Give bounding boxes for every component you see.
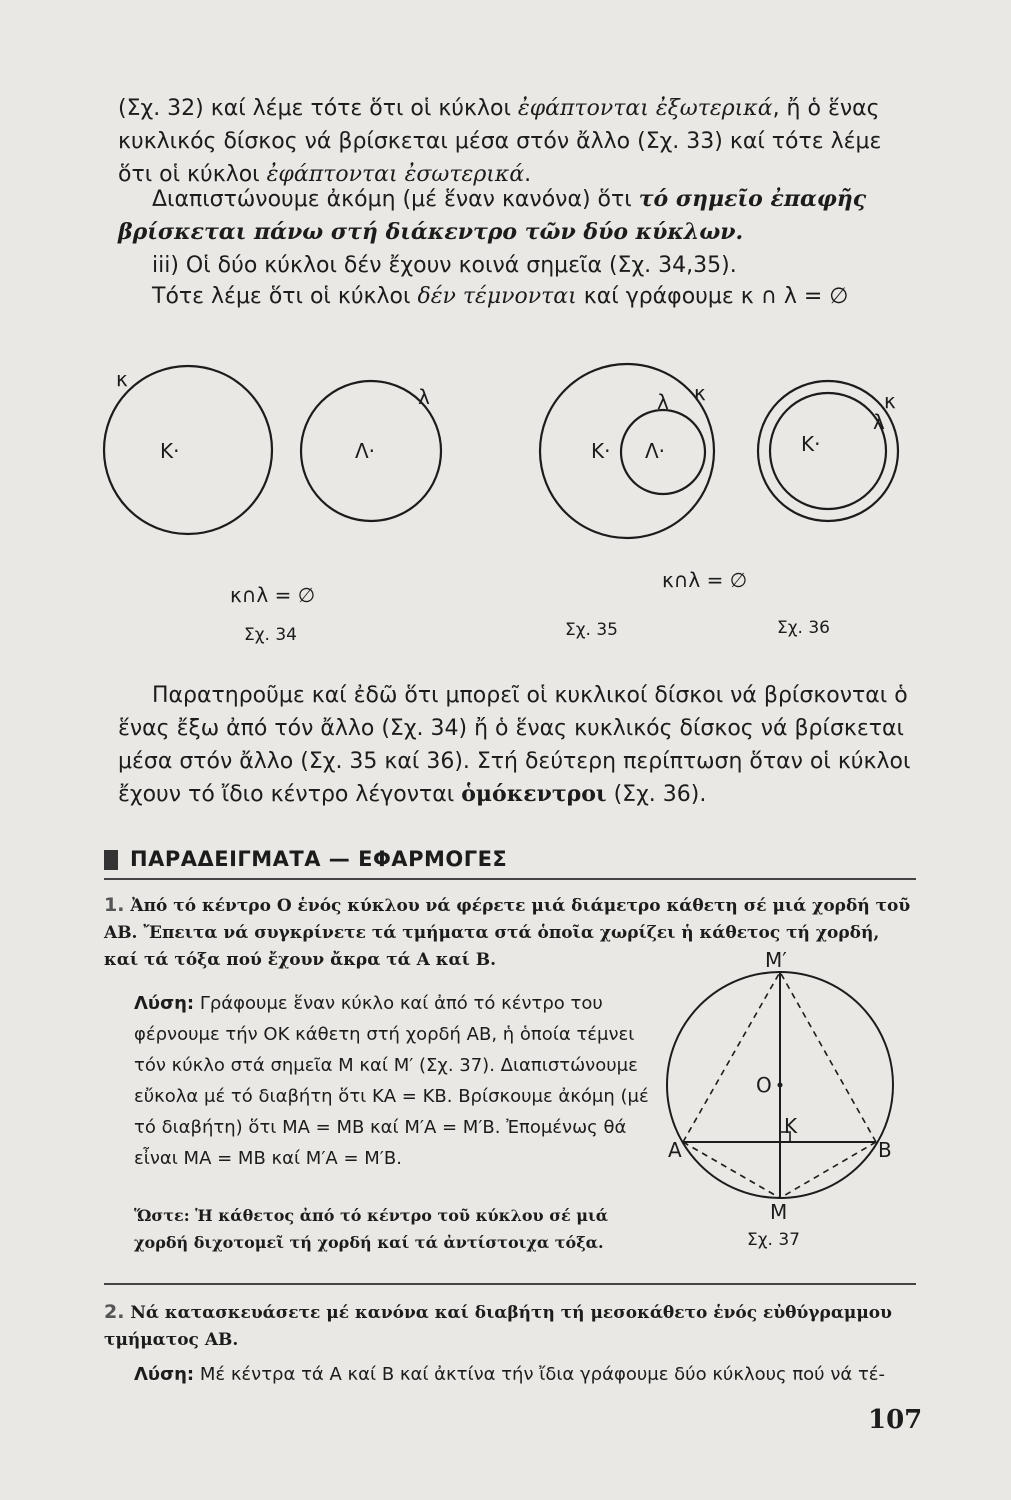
center-point-o <box>778 1083 783 1088</box>
label-l-fig35: Λ· <box>645 439 666 463</box>
example-1-conclusion: Ὥστε: Ἡ κάθετος ἀπό τό κέντρο τοῦ κύκλου σέ μιά χορδή διχοτομεῖ τή χορδή καί τά ἀντίστοιχα τόξα. <box>134 1206 609 1252</box>
label-m: Μ <box>770 1200 788 1224</box>
label-kappa-fig34: κ <box>116 367 128 391</box>
caption-fig37: Σχ. 37 <box>747 1230 801 1250</box>
label-k-fig35: Κ· <box>591 439 611 463</box>
label-l-fig34: Λ· <box>355 439 376 463</box>
text-run: καί γράφουμε κ ∩ λ = ∅ <box>576 284 849 309</box>
emphasis-text: ἐφάπτονται ἐσωτερικά <box>266 162 525 187</box>
example-text: Ἀπό τό κέντρο Ο ἑνός κύκλου νά φέρετε μιά διάμετρο κάθετη σέ μιά χορδή τοῦ ΑΒ. Ἔπειτα νά συγκρίνετε τά τμήματα στά ὁποῖα χωρίζει ἡ κάθετος τή χορδή, καί τά τόξα πού ἔχουν ἄκρα τά Α καί Β. <box>104 896 911 970</box>
label-kappa-fig35: κ <box>694 381 706 405</box>
label-a: Α <box>668 1138 682 1162</box>
example-2-statement <box>104 1299 919 1354</box>
label-lambda-fig35: λ <box>657 390 669 414</box>
solution-text: Μέ κέντρα τά Α καί Β καί ἀκτίνα τήν ἴδια γράφουμε δύο κύκλους πού νά τέ- <box>194 1364 886 1385</box>
solution-text: Γράφουμε ἕναν κύκλο καί ἀπό τό κέντρο του φέρνουμε τήν ΟΚ κάθετη στή χορδή ΑΒ, ἡ ὁποία τέμνει τόν κύκλο στά σημεῖα Μ καί Μ′ (Σχ. 37). Διαπιστώνουμε εὔκολα μέ τό διαβήτη ὅτι ΚΑ = ΚΒ. Βρίσκουμε ἀκόμη (μέ τό διαβήτη) ὅτι ΜΑ = ΜΒ καί Μ′Α = Μ′Β. Ἐπομένως θά εἶναι ΜΑ = ΜΒ καί Μ′Α = Μ′Β. <box>134 993 649 1169</box>
segment-bm <box>780 1142 876 1198</box>
section-heading: ΠΑΡΑΔΕΙΓΜΑΤΑ — ΕΦΑΡΜΟΓΕΣ <box>130 847 508 871</box>
example-number: 1. <box>104 894 125 916</box>
text-run: (Σχ. 32) καί λέμε τότε ὅτι οἱ κύκλοι <box>118 96 518 121</box>
label-b: Β <box>878 1138 892 1162</box>
caption-fig35: Σχ. 35 <box>565 620 619 640</box>
emphasis-text: δέν τέμνονται <box>417 284 577 309</box>
label-lambda-fig34: λ <box>418 385 430 409</box>
empty-intersection-35: κ∩λ = ∅ <box>662 568 748 592</box>
bold-term: ὁμόκεντροι <box>461 781 607 807</box>
intro-paragraph-3: iii) Οἱ δύο κύκλοι δέν ἔχουν κοινά σημεῖα (Σχ. 34,35). <box>152 253 737 278</box>
example-number: 2. <box>104 1301 125 1323</box>
page-number: 107 <box>868 1405 923 1435</box>
text-run: , ἤ ὁ ἕνας κυκλικός δίσκος νά βρίσκεται μέσα στόν ἄλλο (Σχ. 33) καί τότε λέμε ὅτι οἱ κύκλοι <box>118 96 882 187</box>
caption-fig36: Σχ. 36 <box>777 618 831 638</box>
text-run: Τότε λέμε ὅτι οἱ κύκλοι <box>152 284 418 309</box>
solution-label: Λύση: <box>134 993 195 1014</box>
text-run: . <box>524 162 532 187</box>
label-m-prime: Μ′ <box>765 948 787 972</box>
label-o: Ο <box>756 1073 772 1097</box>
caption-fig34: Σχ. 34 <box>244 625 298 645</box>
segment-am <box>683 1142 780 1198</box>
solution-label: Λύση: <box>134 1364 195 1385</box>
text-run: Παρατηροῦμε καί ἐδῶ ὅτι μπορεῖ οἱ κυκλικοί δίσκοι νά βρίσκονται ὁ ἕνας ἔξω ἀπό τόν ἄλλο (Σχ. 34) ἤ ὁ ἕνας κυκλικός δίσκος νά βρίσκεται μέσα στόν ἄλλο (Σχ. 35 καί 36). Στή δεύτερη περίπτωση ὅταν οἱ κύκλοι ἔχουν τό ἴδιο κέντρο λέγονται <box>118 683 911 807</box>
label-k: Κ <box>784 1114 798 1138</box>
bottom-rule <box>104 1283 916 1285</box>
segment-am1 <box>683 972 780 1142</box>
emphasis-text: ἐφάπτονται ἐξωτερικά <box>517 96 773 121</box>
example-2-solution <box>134 1359 924 1390</box>
label-kappa-fig36: κ <box>884 389 896 413</box>
label-lambda-fig36: λ <box>873 410 885 434</box>
label-k-fig34: Κ· <box>160 439 180 463</box>
text-run: Διαπιστώνουμε ἀκόμη (μέ ἕναν κανόνα) ὅτι <box>152 187 639 212</box>
bold-statement: τό σημεῖο ἐπαφῆς βρίσκεται πάνω στή διάκεντρο τῶν δύο κύκλων. <box>118 186 867 245</box>
empty-intersection-34: κ∩λ = ∅ <box>230 583 316 607</box>
text-run: (Σχ. 36). <box>606 782 707 807</box>
example-text: Νά κατασκευάσετε μέ κανόνα καί διαβήτη τή μεσοκάθετο ἑνός εὐθύγραμμου τμήματος ΑΒ. <box>104 1303 892 1350</box>
label-k-fig36: Κ· <box>801 432 821 456</box>
